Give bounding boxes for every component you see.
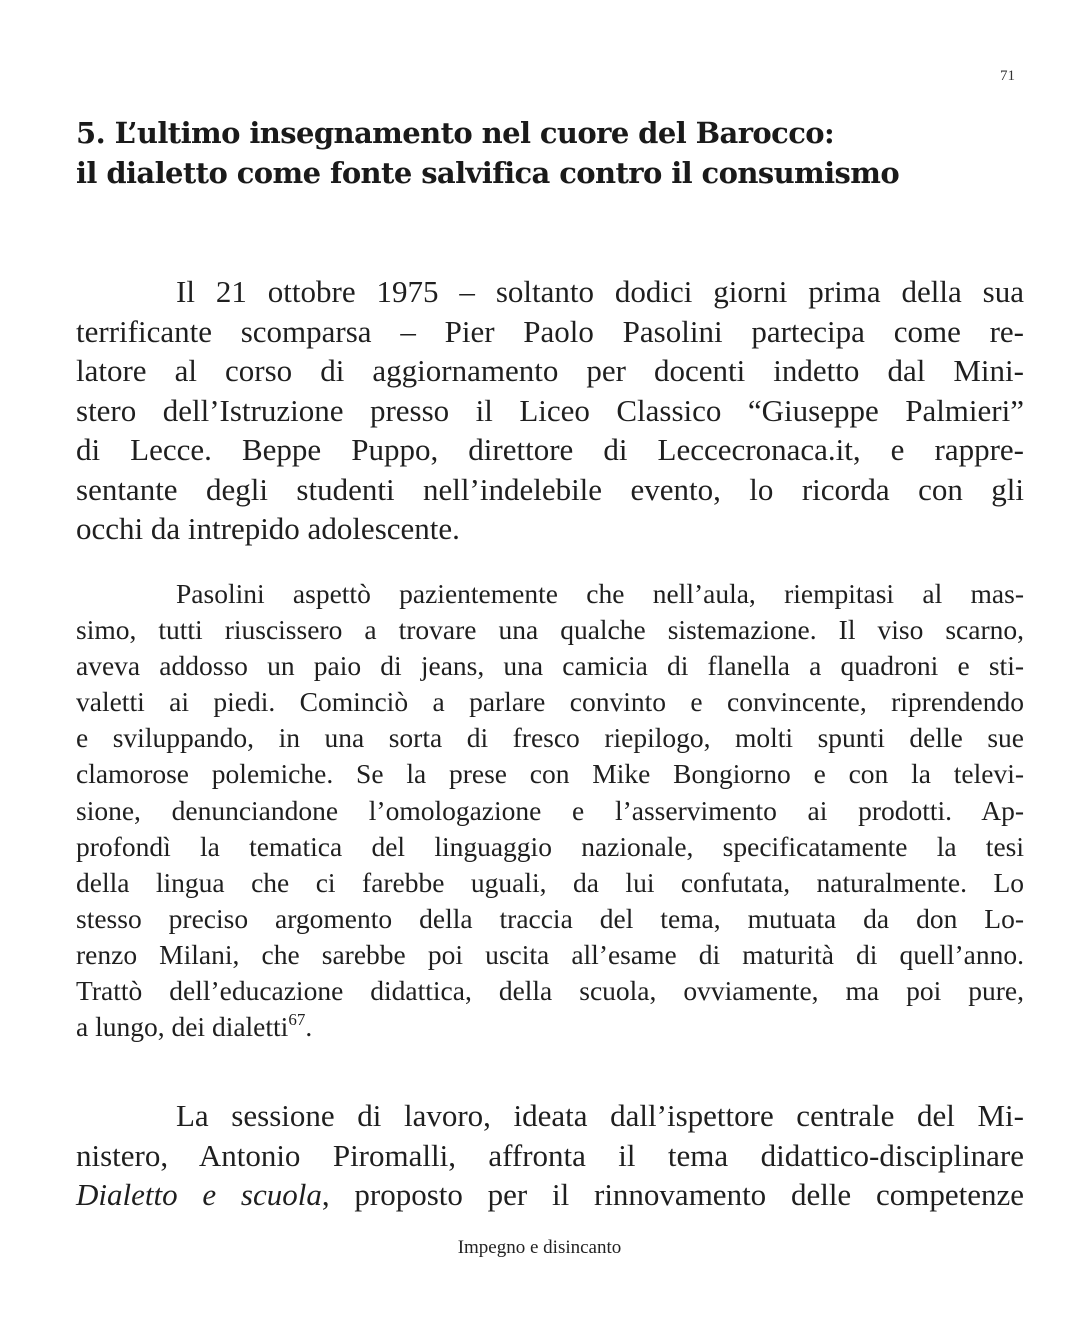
paragraph-line: latore al corso di aggiornamento per docenti indetto dal Mini- xyxy=(76,353,1024,388)
quote-line: renzo Milani, che sarebbe poi uscita all’esame di maturità di quell’anno. xyxy=(76,938,1024,970)
paragraph-session xyxy=(76,1096,1024,1215)
paragraph-intro xyxy=(76,272,1024,549)
quote-last-text: a lungo, dei dialetti xyxy=(76,1011,289,1043)
quote-line: Trattò dell’educazione didattica, della scuola, ovviamente, ma poi pure, xyxy=(76,975,1024,1007)
quote-line: valetti ai piedi. Cominciò a parlare convinto e convincente, riprendendo xyxy=(76,686,1024,718)
section-title-line: il dialetto come fonte salvifica contro il consumismo xyxy=(76,156,900,190)
paragraph-line: sentante degli studenti nell’indelebile evento, lo ricorda con gli xyxy=(76,471,1024,507)
quote-line: Pasolini aspettò pazientemente che nell’aula, riempitasi al mas- xyxy=(176,578,1024,609)
section-title-line: 5. L’ultimo insegnamento nel cuore del Barocco: xyxy=(76,116,835,150)
quote-line: simo, tutti riuscissero a trovare una qualche sistemazione. Il viso scarno, xyxy=(76,614,1024,646)
paragraph-line xyxy=(76,1175,1024,1215)
quote-line: clamorose polemiche. Se la prese con Mike Bongiorno e con la televi- xyxy=(76,758,1024,790)
paragraph-line: di Lecce. Beppe Puppo, direttore di Leccecronaca.it, e rappre- xyxy=(76,432,1024,467)
page-number: 71 xyxy=(1000,68,1015,84)
quote-line: sione, denunciandone l’omologazione e l’asservimento ai prodotti. Ap- xyxy=(76,794,1024,826)
quote-end-punct: . xyxy=(305,1011,313,1043)
quote-line: aveva addosso un paio di jeans, una camicia di flanella a quadroni e sti- xyxy=(76,650,1024,682)
paragraph-line: Il 21 ottobre 1975 – soltanto dodici giorni prima della sua xyxy=(176,274,1024,309)
running-footer: Impegno e disincanto xyxy=(457,1237,622,1258)
quote-line: stesso preciso argomento della traccia del tema, mutuata da don Lo- xyxy=(76,902,1024,934)
quote-line: della lingua che ci farebbe uguali, da lui confutata, naturalmente. Lo xyxy=(76,866,1024,898)
paragraph-line: occhi da intrepido adolescente. xyxy=(76,511,460,546)
paragraph-line: La sessione di lavoro, ideata dall’ispettore centrale del Mi- xyxy=(176,1098,1024,1133)
quote-line: e sviluppando, in una sorta di fresco riepilogo, molti spunti delle sue xyxy=(76,722,1024,754)
paragraph-line-rest: , proposto per il rinnovamento delle competenze xyxy=(321,1177,1024,1212)
quote-line xyxy=(76,1009,1024,1045)
block-quote xyxy=(76,576,1024,1045)
footnote-marker[interactable]: 67 xyxy=(288,1010,306,1030)
section-title xyxy=(76,113,1036,193)
italic-title: Dialetto e scuola xyxy=(76,1177,322,1212)
paragraph-line: nistero, Antonio Piromalli, affronta il tema didattico-disciplinare xyxy=(76,1137,1024,1173)
paragraph-line: stero dell’Istruzione presso il Liceo Classico “Giuseppe Palmieri” xyxy=(76,392,1024,428)
quote-line: profondì la tematica del linguaggio nazionale, specificatamente la tesi xyxy=(76,830,1024,862)
paragraph-line: terrificante scomparsa – Pier Paolo Pasolini partecipa come re- xyxy=(76,313,1024,349)
